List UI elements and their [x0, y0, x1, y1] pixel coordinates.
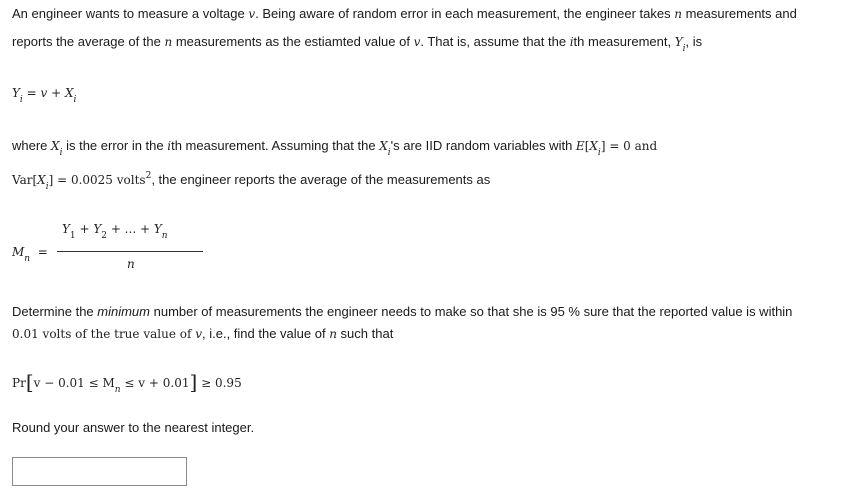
math-n: n: [674, 7, 682, 21]
text: . Being aware of random error in each measurement, the engineer takes: [255, 6, 675, 21]
text: is the error in the: [62, 138, 168, 153]
problem-line-3: where $X_i$ is the error in the ith measurement. Assuming that the $X_i's$ are IID random variables with $E[X_i] = 0$ and: [12, 138, 658, 158]
problem-line-4: $Var[X_i] = 0.0025$ volts$^2$, the engineer reports the average of the measurements as: [12, 171, 491, 192]
equation-yi: $Y_i = v + X_i$: [12, 86, 77, 105]
inequality-rhs: ≤ v + 0.01: [124, 376, 190, 390]
expectation-value: = 0 and: [609, 139, 658, 153]
problem-line-6: 0.01 volts of the true value of v, i.e., find the value of n such that: [12, 326, 394, 341]
text: th measurement,: [573, 34, 675, 49]
text: An engineer wants to measure a voltage: [12, 6, 249, 21]
fraction-denominator: n: [127, 257, 135, 271]
math-v: v: [248, 7, 256, 21]
math-v: v: [413, 35, 421, 49]
text: measurements as the estiamted value of: [172, 34, 414, 49]
text: th measurement. Assuming that the: [171, 138, 380, 153]
text: Determine the: [12, 304, 98, 319]
text: 0.01 volts of the true value of: [12, 327, 196, 341]
answer-input[interactable]: [12, 457, 187, 486]
text: . That is, assume that the: [420, 34, 570, 49]
text: reports the average of the: [12, 34, 165, 49]
text: 's are IID random variables with: [390, 138, 576, 153]
text: , i.e., find the value of: [202, 326, 330, 341]
fraction-bar: [57, 251, 203, 252]
probability-inequality: $Pr[v - 0.01 \le M_n \le v + 0.01] \ge 0.95$: [12, 370, 242, 395]
text: , the engineer reports the average of the measurements as: [151, 172, 491, 187]
text: , is: [685, 34, 703, 49]
probability-threshold: ≥ 0.95: [201, 376, 242, 390]
math-Yi: $Y_i$: [674, 35, 686, 54]
variance-value: = 0.0025 volts: [57, 173, 146, 187]
text: measurements and: [681, 6, 797, 21]
math-n: n: [164, 35, 173, 49]
equation-rhs: = v + X: [26, 86, 74, 100]
emphasis-minimum: minimum: [97, 304, 150, 319]
inequality-lhs: v − 0.01 ≤ M: [33, 376, 115, 390]
fraction-numerator: $Y_1 + Y_2$ + ... + $Y_n$: [62, 222, 168, 241]
text: number of measurements the engineer needs to make so that she is 95 % sure that the reported value is within: [150, 304, 793, 319]
math-i: i: [569, 35, 574, 49]
problem-line-1: [12, 6, 797, 21]
text: where: [12, 138, 52, 153]
problem-line-2: [12, 34, 703, 54]
problem-line-5: [12, 304, 792, 319]
text: such that: [336, 326, 394, 341]
round-instruction: Round your answer to the nearest integer.: [12, 420, 255, 435]
